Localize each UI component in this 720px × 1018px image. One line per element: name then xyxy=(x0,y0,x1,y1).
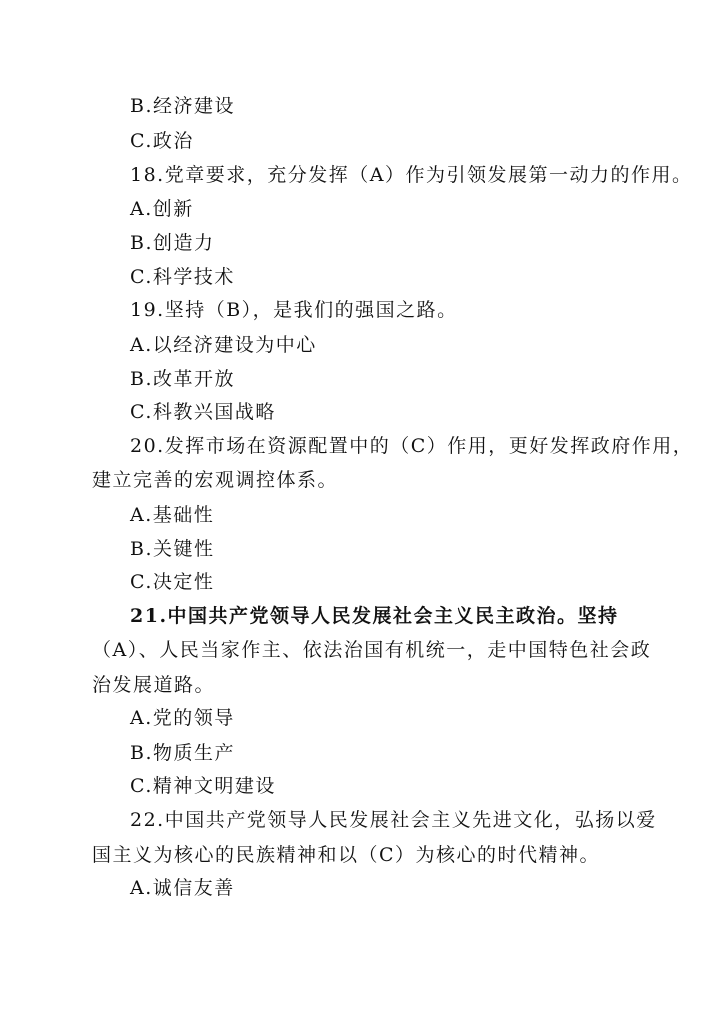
option-b-reform-opening: B.改革开放 xyxy=(130,368,236,390)
option-b-material-production: B.物质生产 xyxy=(130,742,236,764)
option-a-party-leadership: A.党的领导 xyxy=(130,707,235,729)
question-21-continued: （A）、人民当家作主、依法治国有机统一，走中国特色社会政 xyxy=(92,639,652,661)
question-21-continued-2: 治发展道路。 xyxy=(92,674,216,696)
option-b-key: B.关键性 xyxy=(130,538,215,560)
question-21: 21.中国共产党领导人民发展社会主义民主政治。坚持 xyxy=(130,605,619,627)
question-19: 19.坚持（B），是我们的强国之路。 xyxy=(130,299,458,321)
option-c-spiritual-civilization: C.精神文明建设 xyxy=(130,775,276,797)
question-20: 20.发挥市场在资源配置中的（C）作用，更好发挥政府作用， xyxy=(130,435,694,457)
option-b-economic-construction: B.经济建设 xyxy=(130,95,236,117)
option-a-integrity-friendliness: A.诚信友善 xyxy=(130,877,235,899)
option-a-fundamental: A.基础性 xyxy=(130,504,215,526)
option-a-innovation: A.创新 xyxy=(130,198,194,220)
option-c-science-education-strategy: C.科教兴国战略 xyxy=(130,401,276,423)
option-a-economic-center: A.以经济建设为中心 xyxy=(130,334,317,356)
option-c-science-technology: C.科学技术 xyxy=(130,266,235,288)
question-20-continued: 建立完善的宏观调控体系。 xyxy=(92,469,339,491)
question-22: 22.中国共产党领导人民发展社会主义先进文化，弘扬以爱 xyxy=(130,809,657,831)
question-22-continued: 国主义为核心的民族精神和以（C）为核心的时代精神。 xyxy=(92,844,601,866)
question-18: 18.党章要求，充分发挥（A）作为引领发展第一动力的作用。 xyxy=(130,164,693,186)
option-c-politics: C.政治 xyxy=(130,130,194,152)
option-c-decisive: C.决定性 xyxy=(130,571,215,593)
option-b-creativity: B.创造力 xyxy=(130,232,215,254)
